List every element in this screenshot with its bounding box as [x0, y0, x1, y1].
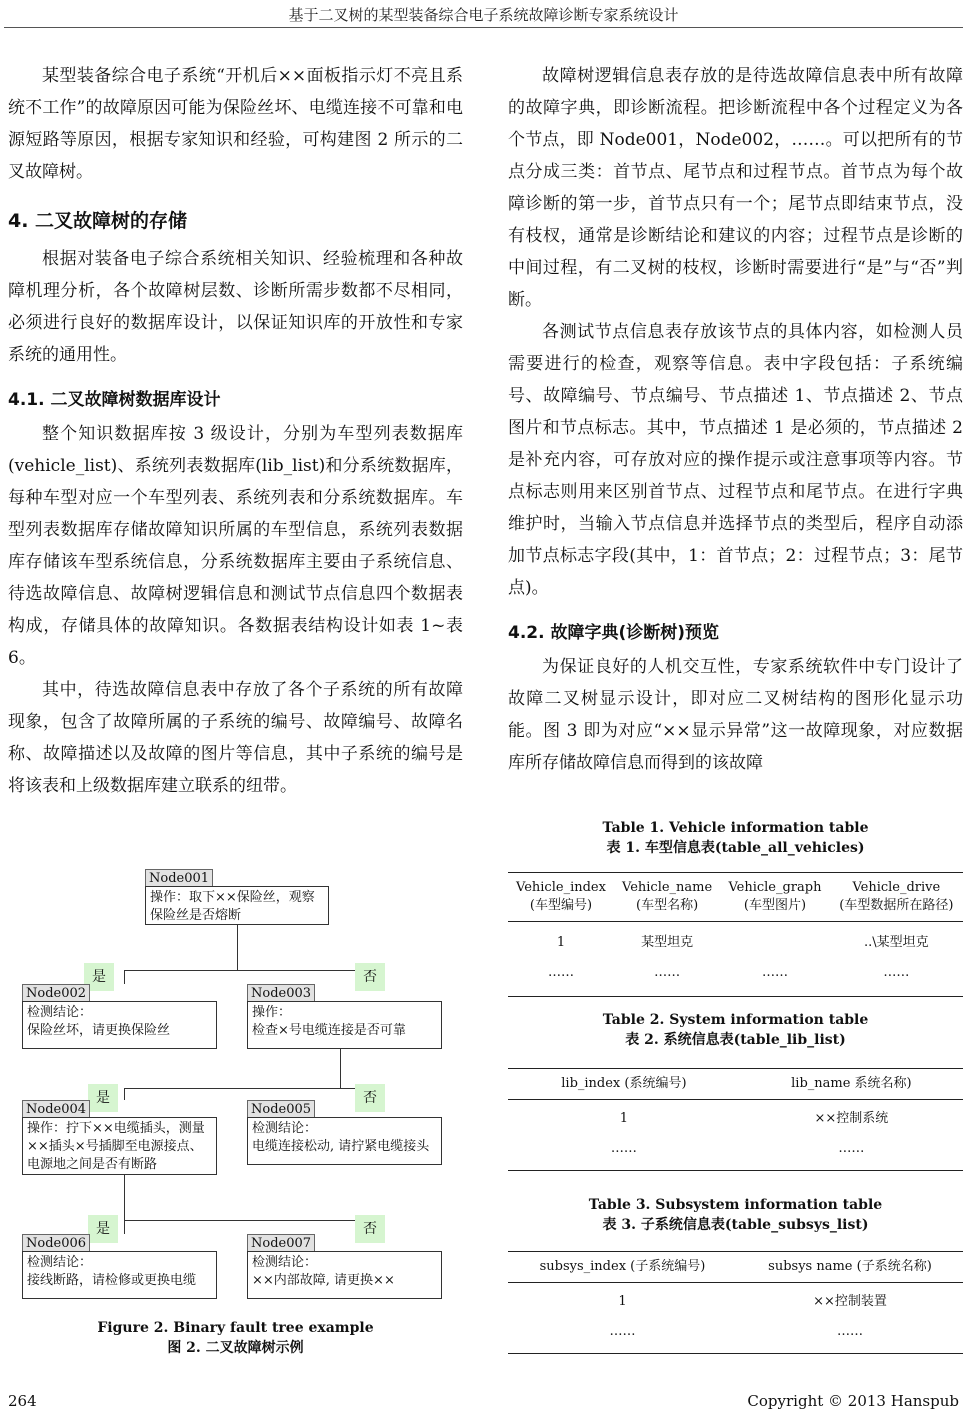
section-heading-4-2: 4.2. 故障字典(诊断树)预览 — [508, 623, 720, 643]
table-3-caption — [508, 1195, 963, 1235]
table-row — [508, 1317, 963, 1354]
paragraph: 某型装备综合电子系统“开机后××面板指示灯不亮且系统不工作”的故障原因可能为保险丝坏、电缆连接不可靠和电源短路等原因，根据专家知识和经验，可构建图 2 所示的二叉故障树。 — [8, 66, 463, 182]
node-text: 检测结论： — [252, 1255, 318, 1270]
table-caption-en: Table 2. System information table — [602, 1012, 869, 1028]
paragraph: 各测试节点信息表存放该节点的具体内容，如检测人员需要进行的检查，观察等信息。表中字段包括：子系统编号、故障编号、节点编号、节点描述 1、节点描述 2、节点图片和节点标志。其中，节点描述 1 是必须的，节点描述 2 是补充内容，可存放对应的操作提示或注意事项等内容。节点标志则用来区别首节点、过程节点和尾节点。在进行字典维护时，当输入节点信息并选择节点的类型后，程序自动添加节点标志字段(其中，1：首节点；2：过程节点；3：尾节点)。 — [508, 322, 963, 598]
node-text: 操作： — [252, 1005, 292, 1020]
connector-line — [237, 924, 238, 970]
table-header-row — [508, 1069, 963, 1100]
column-header: Vehicle_index (车型编号) — [508, 873, 614, 922]
table-caption-cn: 表 2. 系统信息表(table_lib_list) — [625, 1032, 846, 1048]
table-cell: …… — [740, 1134, 963, 1171]
table-cell: …… — [508, 958, 614, 997]
table-1-caption — [508, 818, 963, 858]
paragraph: 根据对装备电子综合系统相关知识、经验梳理和各种故障机理分析，各个故障树层数、诊断所需步数都不尽相同，必须进行良好的数据库设计，以保证知识库的开放性和专家系统的通用性。 — [8, 249, 463, 365]
table-header-row — [508, 1252, 963, 1283]
node-004-box — [22, 1117, 217, 1175]
node-001-box — [145, 886, 329, 925]
connector-line — [340, 1048, 341, 1088]
page-number: 264 — [8, 1392, 37, 1410]
node-002-box — [22, 1001, 217, 1049]
table-caption-cn: 表 1. 车型信息表(table_all_vehicles) — [606, 840, 865, 856]
no-label: 否 — [355, 1215, 385, 1243]
table-cell: 1 — [556, 935, 566, 950]
node-text: ××插头×号插脚至电源接点、 — [27, 1139, 203, 1154]
node-006-box — [22, 1251, 217, 1299]
section-heading-4: 4. 二叉故障树的存储 — [8, 210, 188, 232]
no-label: 否 — [355, 1084, 385, 1112]
node-text: 检查×号电缆连接是否可靠 — [252, 1023, 406, 1038]
column-header: Vehicle_name (车型名称) — [614, 873, 720, 922]
paragraph: 为保证良好的人机交互性，专家系统软件中专门设计了故障二叉树显示设计，即对应二叉树结构的图形化显示功能。图 3 即为对应“××显示异常”这一故障现象，对应数据库所存储故障信息而得到的该故障 — [508, 657, 963, 773]
node-id-label: Node005 — [247, 1100, 315, 1118]
connector-line — [124, 1220, 125, 1234]
node-id-label: Node004 — [22, 1100, 90, 1118]
section-heading-4-1: 4.1. 二叉故障树数据库设计 — [8, 390, 221, 410]
connector-line — [124, 970, 125, 984]
node-text: 检测结论： — [27, 1255, 93, 1270]
figure-caption — [8, 1318, 463, 1358]
table-cell: ××控制装置 — [813, 1294, 887, 1309]
table-row — [508, 958, 963, 997]
table-row — [508, 1134, 963, 1171]
connector-line — [124, 970, 372, 971]
table-cell: 1 — [618, 1294, 627, 1309]
right-column — [508, 60, 963, 779]
node-text: 接线断路，请检修或更换电缆 — [27, 1273, 197, 1288]
table-caption-cn: 表 3. 子系统信息表(table_subsys_list) — [602, 1217, 869, 1233]
table-cell: 某型坦克 — [641, 935, 694, 950]
node-text: ××内部故障, 请更换×× — [252, 1273, 395, 1288]
table-cell: …… — [830, 958, 963, 997]
table-cell: ..\某型坦克 — [864, 935, 929, 950]
node-id-label: Node003 — [247, 984, 315, 1002]
node-text: 电源地之间是否有断路 — [27, 1157, 158, 1172]
table-cell: …… — [508, 1134, 740, 1171]
node-text: 检测结论： — [27, 1005, 93, 1020]
table-row — [508, 922, 963, 959]
table-cell: …… — [737, 1317, 963, 1354]
node-text: 保险丝坏，请更换保险丝 — [27, 1023, 171, 1038]
table-cell: ××控制系统 — [814, 1111, 889, 1126]
table-2-caption — [508, 1010, 963, 1050]
table-cell: …… — [720, 958, 829, 997]
table-cell: …… — [508, 1317, 737, 1354]
yes-label: 是 — [88, 1084, 118, 1112]
yes-label: 是 — [88, 1215, 118, 1243]
left-column — [8, 60, 463, 802]
table-cell: 1 — [619, 1111, 629, 1126]
figure-caption-cn: 图 2. 二叉故障树示例 — [167, 1340, 304, 1356]
node-007-box — [247, 1251, 442, 1299]
table-2 — [508, 1068, 963, 1171]
table-cell: …… — [614, 958, 720, 997]
table-caption-en: Table 3. Subsystem information table — [588, 1197, 883, 1213]
paragraph: 其中，待选故障信息表中存放了各个子系统的所有故障现象，包含了故障所属的子系统的编号、故障编号、故障名称、故障描述以及故障的图片等信息，其中子系统的编号是将该表和上级数据库建立联系的纽带。 — [8, 680, 463, 796]
table-row — [508, 1100, 963, 1135]
table-caption-en: Table 1. Vehicle information table — [602, 820, 869, 836]
column-header: subsys_index (子系统编号) — [508, 1252, 737, 1283]
header-rule — [4, 27, 963, 28]
copyright-notice: Copyright © 2013 Hanspub — [747, 1392, 959, 1410]
node-id-label: Node002 — [22, 984, 90, 1002]
connector-line — [124, 1174, 125, 1220]
column-header: Vehicle_graph (车型图片) — [720, 873, 829, 922]
node-005-box — [247, 1117, 442, 1165]
connector-line — [124, 1088, 125, 1100]
node-text: 操作：取下××保险丝，观察 — [150, 890, 315, 905]
column-header: lib_name 系统名称) — [740, 1069, 963, 1100]
node-id-label: Node007 — [247, 1234, 315, 1252]
running-header: 基于二叉树的某型装备综合电子系统故障诊断专家系统设计 — [288, 6, 679, 24]
connector-line — [124, 1088, 372, 1089]
connector-line — [124, 1220, 372, 1221]
node-id-label: Node001 — [145, 869, 213, 887]
table-row — [508, 1283, 963, 1318]
node-003-box — [247, 1001, 442, 1049]
column-header: subsys name (子系统名称) — [737, 1252, 963, 1283]
column-header: lib_index (系统编号) — [508, 1069, 740, 1100]
yes-label: 是 — [84, 963, 114, 991]
table-header-row — [508, 873, 963, 922]
paragraph: 整个知识数据库按 3 级设计，分别为车型列表数据库(vehicle_list)、系统列表数据库(lib_list)和分系统数据库，每种车型对应一个车型列表、系统列表和分系统数据库。车型列表数据库存储故障知识所属的车型信息，系统列表数据库存储该车型系统信息，分系统数据库主要由子系统信息、待选故障信息、故障树逻辑信息和测试节点信息四个数据表构成，存储具体的故障知识。各数据表结构设计如表 1~表 6。 — [8, 424, 463, 668]
paragraph: 故障树逻辑信息表存放的是待选故障信息表中所有故障的故障字典，即诊断流程。把诊断流程中各个过程定义为各个节点，即 Node001，Node002，……。可以把所有的节点分成三类：首节点、尾节点和过程节点。首节点为每个故障诊断的第一步，首节点只有一个；尾节点即结束节点，没有枝杈，通常是诊断结论和建议的内容；过程节点是诊断的中间过程，有二叉树的枝杈，诊断时需要进行“是”与“否”判断。 — [508, 66, 963, 310]
column-header: Vehicle_drive (车型数据所在路径) — [830, 873, 963, 922]
node-text: 检测结论： — [252, 1121, 318, 1136]
node-text: 操作：拧下××电缆插头，测量 — [27, 1121, 205, 1136]
table-3 — [508, 1251, 963, 1354]
node-text: 保险丝是否熔断 — [150, 908, 242, 923]
table-cell — [720, 922, 829, 959]
table-1 — [508, 872, 963, 997]
no-label: 否 — [355, 963, 385, 991]
node-text: 电缆连接松动, 请拧紧电缆接头 — [252, 1139, 430, 1154]
figure-caption-en: Figure 2. Binary fault tree example — [97, 1320, 374, 1336]
node-id-label: Node006 — [22, 1234, 90, 1252]
